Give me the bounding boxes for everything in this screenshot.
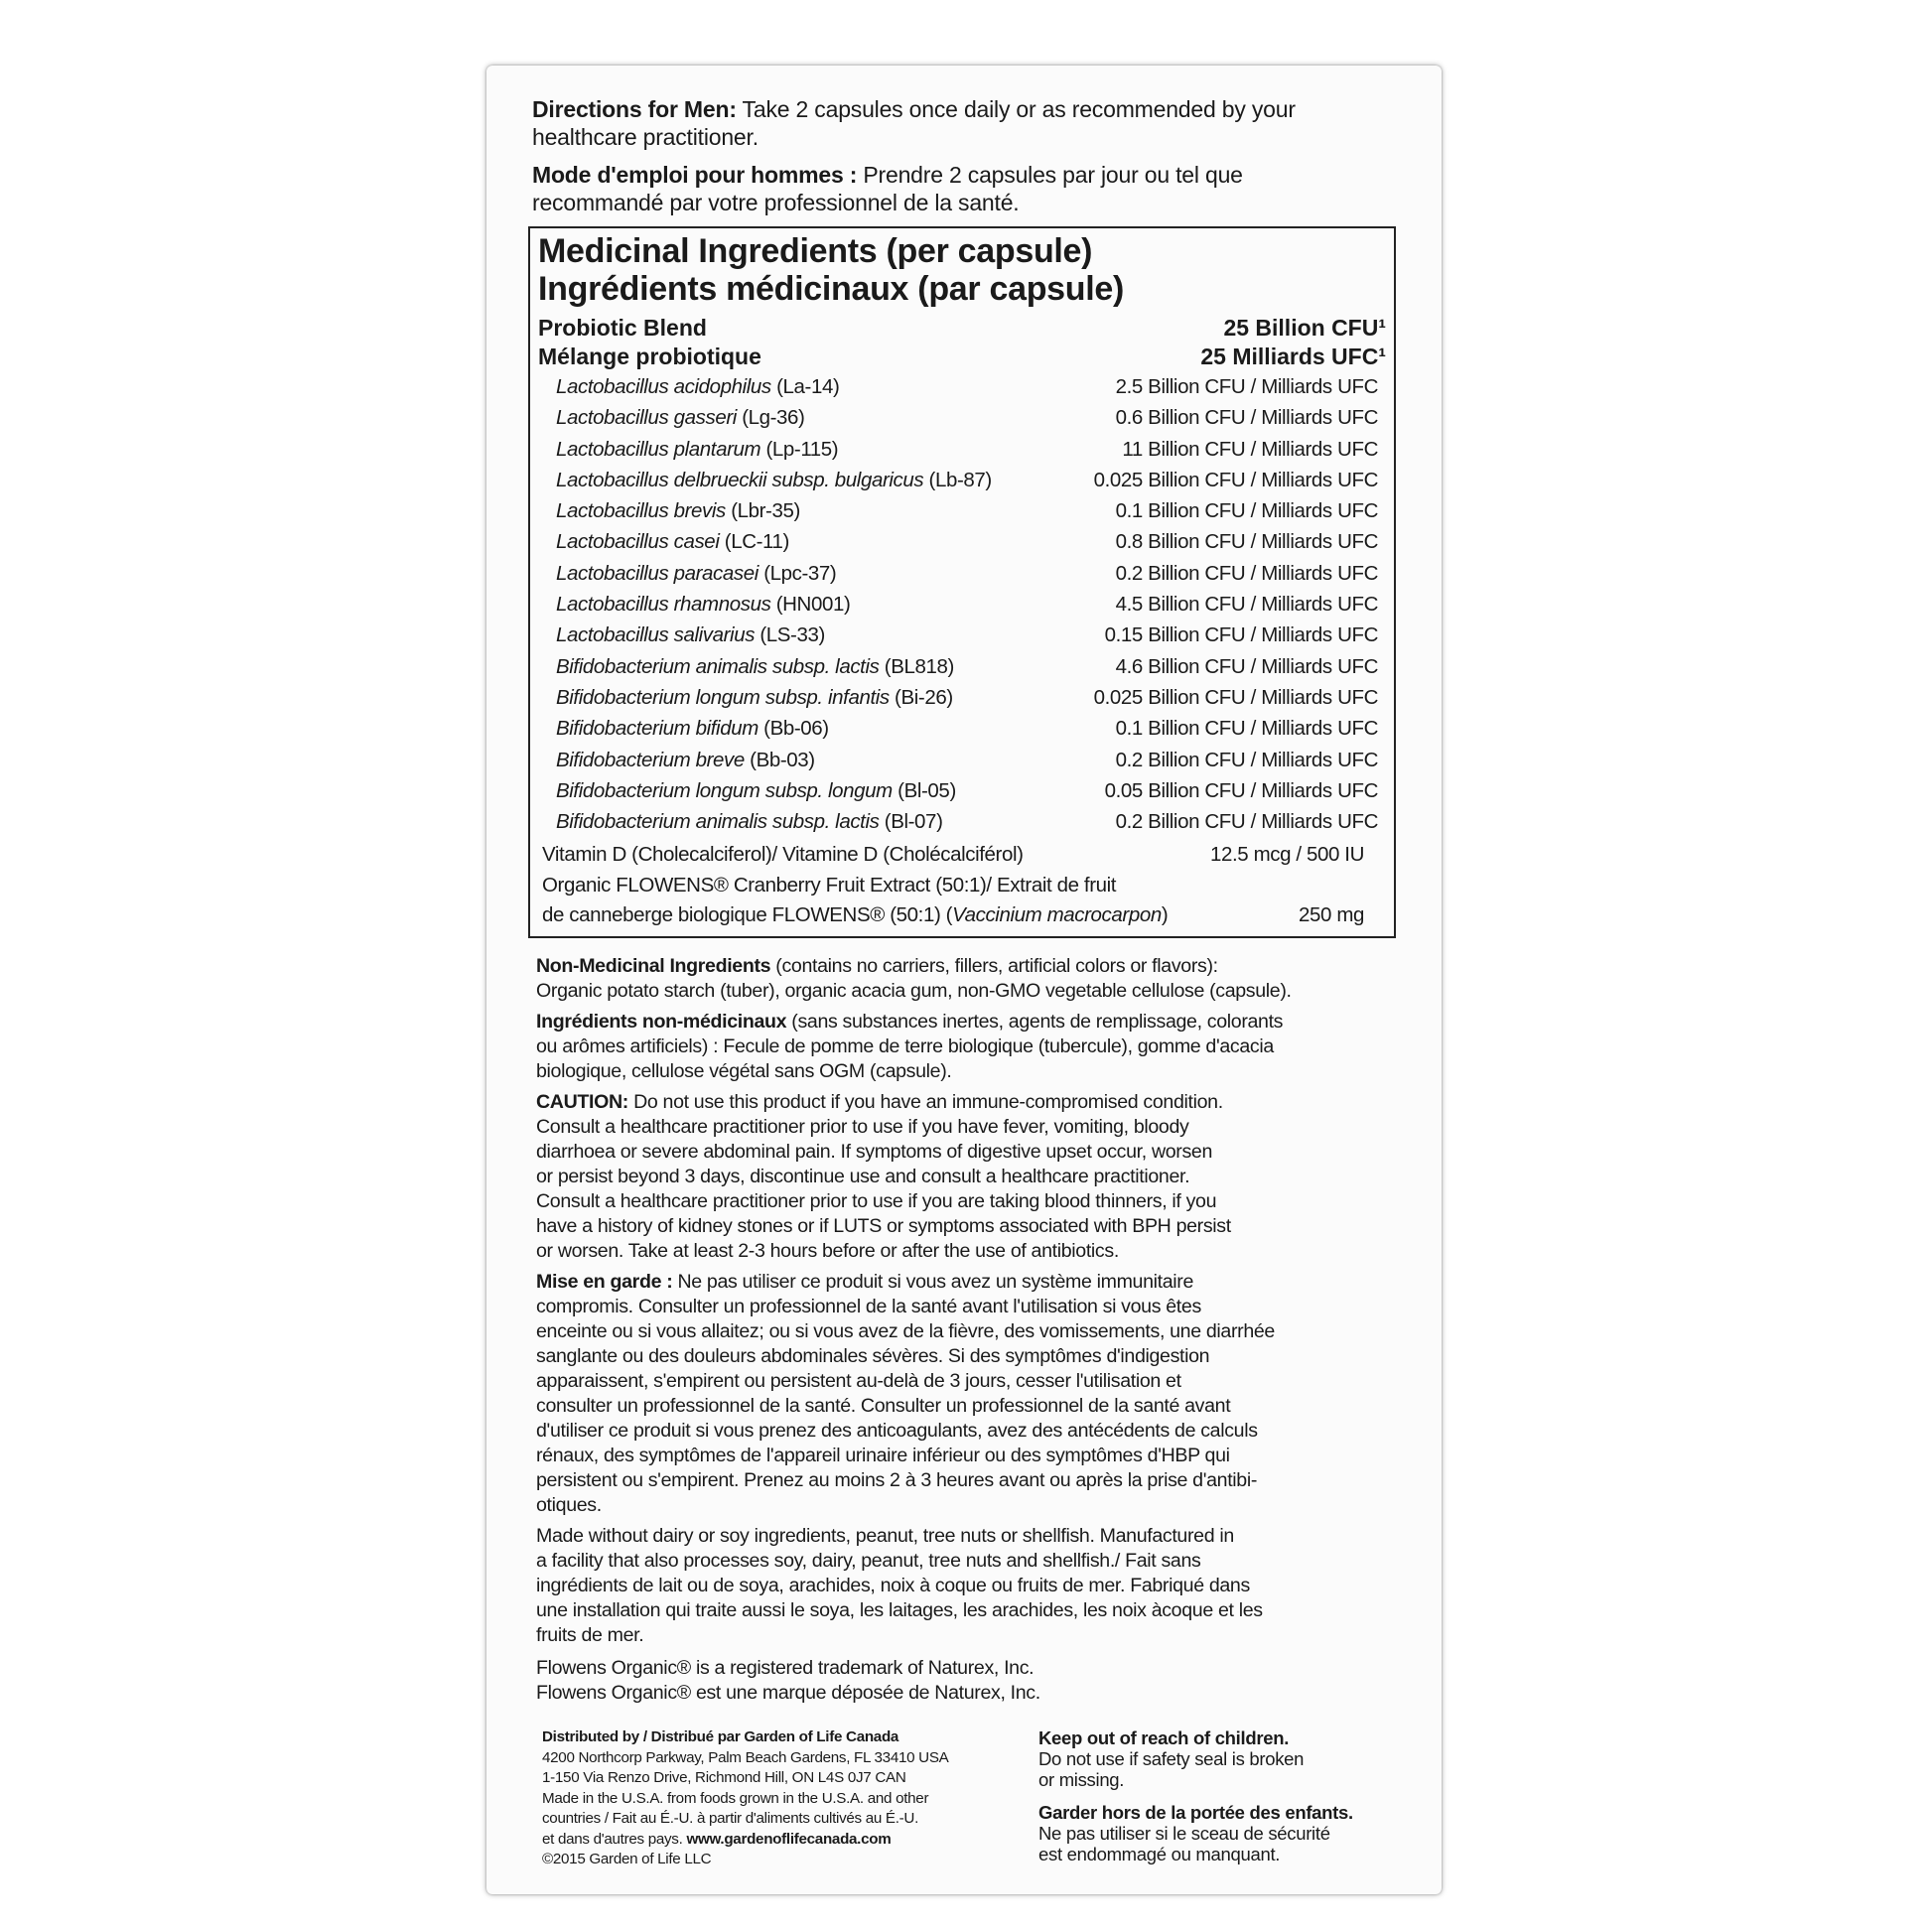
strain-amount: 0.2 Billion CFU / Milliards UFC	[1115, 810, 1378, 834]
cranberry-latin: Vaccinium macrocarpon	[952, 903, 1162, 927]
caution-label: CAUTION:	[536, 1091, 628, 1114]
caution-line: have a history of kidney stones or if LUTS or symptoms associated with BPH persist	[536, 1215, 1231, 1238]
distributor-line: 4200 Northcorp Parkway, Palm Beach Gardens, FL 33410 USA	[542, 1748, 949, 1766]
non-medicinal-fr	[536, 1010, 1402, 1084]
directions-en-label: Directions for Men:	[532, 96, 737, 122]
trademark-statement	[536, 1656, 1402, 1706]
directions-fr-line: Prendre 2 capsules par jour ou tel que	[857, 162, 1243, 188]
strain-code: (Bl-05)	[892, 778, 956, 802]
strain-amount: 0.2 Billion CFU / Milliards UFC	[1115, 561, 1378, 585]
strain-code: (La-14)	[770, 375, 840, 398]
caution-en	[536, 1090, 1402, 1264]
strain-code: (Lpc-37)	[758, 561, 837, 585]
strain-row	[538, 371, 1386, 402]
strain-species: Bifidobacterium longum subsp. longum	[556, 778, 893, 802]
caution-line: Do not use this product if you have an immune-compromised condition.	[627, 1091, 1223, 1114]
strain-name	[556, 651, 954, 682]
strain-row	[538, 651, 1386, 682]
blend-row-fr	[538, 343, 1386, 371]
strain-row	[538, 806, 1386, 837]
non-medicinal-fr-line: biologique, cellulose végétal sans OGM (capsule).	[536, 1060, 952, 1083]
strain-amount: 0.025 Billion CFU / Milliards UFC	[1093, 468, 1378, 491]
cranberry-line1: Organic FLOWENS® Cranberry Fruit Extract (50:1)/ Extrait de fruit	[542, 874, 1117, 897]
strain-code: (Lp-115)	[760, 437, 839, 461]
strain-amount: 0.6 Billion CFU / Milliards UFC	[1115, 406, 1378, 430]
strain-code: (Lbr-35)	[725, 499, 800, 523]
caution-line: Consult a healthcare practitioner prior to use if you have fever, vomiting, bloody	[536, 1116, 1189, 1139]
mise-en-garde-line: d'utiliser ce produit si vous prenez des anticoagulants, avez des antécédents de calculs	[536, 1420, 1258, 1443]
strain-code: (Bb-03)	[744, 748, 815, 771]
allergen-statement	[536, 1524, 1402, 1648]
strain-code: (Bi-26)	[889, 685, 953, 709]
medicinal-ingredients-box	[528, 226, 1396, 938]
mise-en-garde-line: Ne pas utiliser ce produit si vous avez un système immunitaire	[672, 1271, 1194, 1294]
strain-amount: 0.1 Billion CFU / Milliards UFC	[1115, 717, 1378, 741]
keep-out-en-line: Do not use if safety seal is broken	[1038, 1748, 1305, 1770]
keep-out-block	[1038, 1727, 1353, 1870]
keep-out-fr	[1038, 1802, 1353, 1864]
allergen-line: fruits de mer.	[536, 1624, 644, 1647]
keep-out-en-label: Keep out of reach of children.	[1038, 1727, 1290, 1749]
vitamin-d-row	[538, 839, 1386, 871]
strain-amount: 0.025 Billion CFU / Milliards UFC	[1093, 685, 1378, 709]
vitamin-d-name: Vitamin D (Cholecalciferol)/ Vitamine D (Cholécalciférol)	[542, 843, 1024, 867]
strain-name	[556, 465, 992, 495]
mise-en-garde-label: Mise en garde :	[536, 1271, 673, 1294]
strain-amount: 4.5 Billion CFU / Milliards UFC	[1115, 593, 1378, 617]
allergen-line: Made without dairy or soy ingredients, peanut, tree nuts or shellfish. Manufactured in	[536, 1525, 1234, 1548]
mise-en-garde-line: compromis. Consulter un professionnel de la santé avant l'utilisation si vous êtes	[536, 1296, 1201, 1318]
strain-species: Lactobacillus gasseri	[556, 406, 737, 430]
non-medicinal-en	[536, 954, 1402, 1004]
strain-amount: 0.1 Billion CFU / Milliards UFC	[1115, 499, 1378, 523]
strain-row	[538, 713, 1386, 744]
allergen-line: a facility that also processes soy, dairy, peanut, tree nuts and shellfish./ Fait sans	[536, 1550, 1201, 1573]
mise-en-garde-line: apparaissent, s'empirent ou persistent au-delà de 3 jours, cesser l'utilisation et	[536, 1370, 1181, 1393]
distributor-line: Made in the U.S.A. from foods grown in the U.S.A. and other	[542, 1789, 929, 1807]
mise-en-garde-line: persistent ou s'empirent. Prenez au moins 2 à 3 heures avant ou après la prise d'antibi-	[536, 1469, 1258, 1492]
strain-species: Lactobacillus plantarum	[556, 437, 761, 461]
strain-species: Lactobacillus acidophilus	[556, 375, 771, 398]
strain-code: (Bb-06)	[758, 717, 829, 741]
strain-name	[556, 589, 850, 620]
copyright: ©2015 Garden of Life LLC	[542, 1851, 712, 1868]
non-medicinal-fr-label: Ingrédients non-médicinaux	[536, 1011, 787, 1034]
strain-species: Lactobacillus casei	[556, 530, 720, 554]
distributor-line: countries / Fait au É.-U. à partir d'aliments cultivés au É.-U.	[542, 1810, 919, 1828]
mise-en-garde-line: consulter un professionnel de la santé. Consulter un professionnel de la santé avant	[536, 1395, 1231, 1418]
caution-fr	[536, 1270, 1402, 1518]
caution-line: Consult a healthcare practitioner prior to use if you are taking blood thinners, if you	[536, 1190, 1217, 1213]
mise-en-garde-line: enceinte ou si vous allaitez; ou si vous avez de la fièvre, des vomissements, une diarrhée	[536, 1320, 1275, 1343]
strain-list	[538, 371, 1386, 837]
strain-row	[538, 434, 1386, 465]
distributor-block	[542, 1727, 1019, 1870]
strain-code: (BL818)	[879, 654, 954, 678]
strain-name	[556, 806, 943, 837]
strain-name	[556, 682, 953, 713]
caution-line: diarrhoea or severe abdominal pain. If symptoms of digestive upset occur, worsen	[536, 1141, 1213, 1164]
strain-amount: 11 Billion CFU / Milliards UFC	[1122, 437, 1378, 461]
strain-name	[556, 434, 838, 465]
strain-amount: 4.6 Billion CFU / Milliards UFC	[1115, 654, 1378, 678]
strain-name	[556, 745, 815, 775]
label-content	[528, 95, 1402, 1870]
footer	[542, 1727, 1402, 1870]
strain-row	[538, 620, 1386, 650]
strain-species: Lactobacillus rhamnosus	[556, 593, 771, 617]
strain-amount: 2.5 Billion CFU / Milliards UFC	[1115, 375, 1378, 398]
strain-amount: 0.15 Billion CFU / Milliards UFC	[1104, 623, 1378, 647]
non-medicinal-fr-line: (sans substances inertes, agents de remplissage, colorants	[786, 1011, 1284, 1034]
non-medicinal-en-label: Non-Medicinal Ingredients	[536, 955, 771, 978]
keep-out-fr-line: est endommagé ou manquant.	[1038, 1844, 1281, 1865]
cranberry-row	[538, 871, 1386, 930]
strain-name	[556, 620, 825, 650]
strain-name	[556, 713, 829, 744]
strain-row	[538, 589, 1386, 620]
mise-en-garde-line: rénaux, des symptômes de l'appareil urinaire inférieur ou des symptômes d'HBP qui	[536, 1445, 1230, 1467]
strain-name	[556, 775, 956, 806]
distributor-label: Distributed by / Distribué par Garden of Life Canada	[542, 1728, 899, 1746]
strain-name	[556, 558, 836, 589]
mise-en-garde-line: otiques.	[536, 1494, 602, 1517]
strain-species: Lactobacillus paracasei	[556, 561, 759, 585]
strain-species: Lactobacillus delbrueckii subsp. bulgaricus	[556, 468, 924, 491]
strain-species: Lactobacillus brevis	[556, 499, 726, 523]
strain-row	[538, 745, 1386, 775]
blend-amount-fr: 25 Milliards UFC¹	[1200, 344, 1386, 369]
strain-code: (LS-33)	[755, 623, 825, 647]
non-medicinal-fr-line: ou arômes artificiels) : Fecule de pomme de terre biologique (tubercule), gomme d'acacia	[536, 1035, 1274, 1058]
keep-out-fr-line: Ne pas utiliser si le sceau de sécurité	[1038, 1823, 1330, 1845]
blend-row-en	[538, 314, 1386, 343]
strain-row	[538, 465, 1386, 495]
website-link[interactable]: www.gardenoflifecanada.com	[686, 1830, 892, 1848]
trademark-line: Flowens Organic® is a registered trademark of Naturex, Inc.	[536, 1657, 1035, 1680]
strain-name	[556, 495, 800, 526]
strain-amount: 0.8 Billion CFU / Milliards UFC	[1115, 530, 1378, 554]
strain-code: (HN001)	[770, 593, 851, 617]
non-medicinal-en-line: (contains no carriers, fillers, artificial colors or flavors):	[770, 955, 1218, 978]
strain-row	[538, 526, 1386, 557]
strain-species: Bifidobacterium animalis subsp. lactis	[556, 810, 880, 834]
directions-fr	[532, 161, 1402, 216]
caution-line: or persist beyond 3 days, discontinue use and consult a healthcare practitioner.	[536, 1166, 1190, 1188]
cranberry-line2-text: de canneberge biologique FLOWENS® (50:1) (	[542, 903, 953, 927]
strain-row	[538, 402, 1386, 433]
allergen-line: ingrédients de lait ou de soya, arachides, noix à coque ou fruits de mer. Fabriqué dans	[536, 1575, 1250, 1597]
strain-species: Bifidobacterium bifidum	[556, 717, 759, 741]
strain-code: (Bl-07)	[879, 810, 943, 834]
caution-line: or worsen. Take at least 2-3 hours before or after the use of antibiotics.	[536, 1240, 1119, 1263]
keep-out-fr-label: Garder hors de la portée des enfants.	[1038, 1802, 1353, 1824]
strain-name	[556, 371, 839, 402]
strain-species: Bifidobacterium animalis subsp. lactis	[556, 654, 880, 678]
blend-name-fr: Mélange probiotique	[538, 344, 761, 369]
strain-row	[538, 682, 1386, 713]
medicinal-title-fr: Ingrédients médicinaux (par capsule)	[538, 270, 1125, 308]
keep-out-en-line: or missing.	[1038, 1769, 1125, 1791]
strain-code: (Lb-87)	[923, 468, 992, 491]
cranberry-line2	[542, 900, 1168, 930]
medicinal-title-en: Medicinal Ingredients (per capsule)	[538, 232, 1093, 270]
non-medicinal-en-line: Organic potato starch (tuber), organic acacia gum, non-GMO vegetable cellulose (capsule).	[536, 980, 1292, 1003]
distributor-line: et dans d'autres pays.	[542, 1830, 687, 1848]
strain-code: (Lg-36)	[736, 406, 805, 430]
strain-name	[556, 402, 805, 433]
vitamin-d-amount: 12.5 mcg / 500 IU	[1209, 843, 1364, 867]
blend-amount-en: 25 Billion CFU¹	[1223, 315, 1386, 341]
directions-en	[532, 95, 1402, 151]
strain-amount: 0.2 Billion CFU / Milliards UFC	[1115, 748, 1378, 771]
strain-row	[538, 495, 1386, 526]
directions-fr-label: Mode d'emploi pour hommes :	[532, 162, 858, 188]
cranberry-amount: 250 mg	[1299, 903, 1364, 927]
cranberry-close: )	[1161, 903, 1169, 927]
trademark-line: Flowens Organic® est une marque déposée de Naturex, Inc.	[536, 1682, 1040, 1705]
strain-species: Bifidobacterium longum subsp. infantis	[556, 685, 890, 709]
allergen-line: une installation qui traite aussi le soya, les laitages, les arachides, les noix àcoque et les	[536, 1599, 1263, 1622]
strain-amount: 0.05 Billion CFU / Milliards UFC	[1104, 778, 1378, 802]
strain-row	[538, 558, 1386, 589]
strain-name	[556, 526, 789, 557]
directions-en-line: Take 2 capsules once daily or as recommended by your	[736, 96, 1296, 122]
cranberry-line2-row	[542, 900, 1386, 930]
mise-en-garde-line: sanglante ou des douleurs abdominales sévères. Si des symptômes d'indigestion	[536, 1345, 1210, 1368]
blend-name-en: Probiotic Blend	[538, 315, 707, 341]
strain-species: Bifidobacterium breve	[556, 748, 745, 771]
directions-en-line: healthcare practitioner.	[532, 124, 759, 150]
directions-fr-line: recommandé par votre professionnel de la santé.	[532, 190, 1020, 215]
strain-species: Lactobacillus salivarius	[556, 623, 756, 647]
distributor-line: 1-150 Via Renzo Drive, Richmond Hill, ON L4S 0J7 CAN	[542, 1769, 906, 1787]
strain-code: (LC-11)	[719, 530, 789, 554]
strain-row	[538, 775, 1386, 806]
